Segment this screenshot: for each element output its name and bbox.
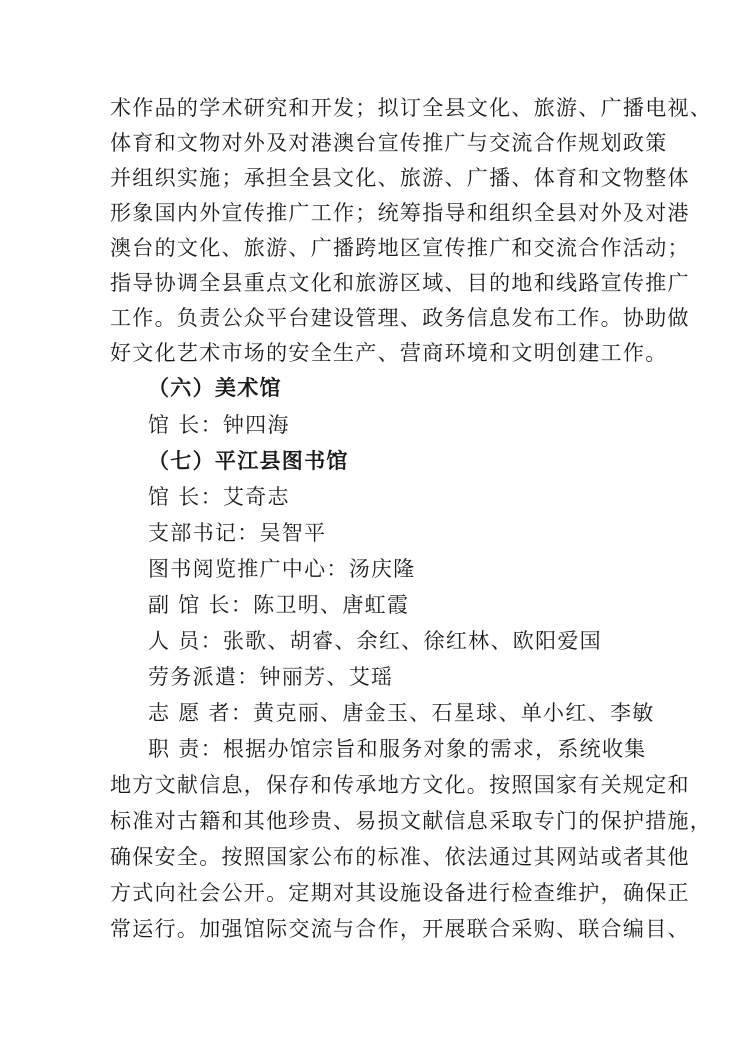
duties-line: 地方文献信息，保存和传承地方文化。按照国家有关规定和 xyxy=(110,773,690,797)
duties-line: 常运行。加强馆际交流与合作，开展联合采购、联合编目、 xyxy=(110,917,690,941)
paragraph-line: 工作。负责公众平台建设管理、政务信息发布工作。协助做 xyxy=(110,306,690,330)
staff-line: 馆 长：艾奇志 xyxy=(148,485,290,509)
paragraph-line: 形象国内外宣传推广工作；统筹指导和组织全县对外及对港 xyxy=(110,201,690,225)
staff-line: 志 愿 者：黄克丽、唐金玉、石星球、单小红、李敏 xyxy=(148,701,655,725)
staff-line: 支部书记：吴智平 xyxy=(148,521,327,545)
staff-line: 劳务派遣：钟丽芳、艾瑶 xyxy=(148,665,394,689)
duties-line: 职 责：根据办馆宗旨和服务对象的需求，系统收集 xyxy=(148,737,647,761)
duties-line: 标准对古籍和其他珍贵、易损文献信息采取专门的保护措施， xyxy=(110,809,713,833)
staff-line: 图书阅览推广中心：汤庆隆 xyxy=(148,557,416,581)
section-heading-art-museum: （六）美术馆 xyxy=(148,375,282,400)
staff-line: 副 馆 长：陈卫明、唐虹霞 xyxy=(148,593,410,617)
staff-line: 人 员：张歌、胡睿、余红、徐红林、欧阳爱国 xyxy=(148,629,602,653)
paragraph-line: 指导协调全县重点文化和旅游区域、目的地和线路宣传推广 xyxy=(110,271,690,295)
paragraph-line: 澳台的文化、旅游、广播跨地区宣传推广和交流合作活动； xyxy=(110,236,690,260)
duties-line: 确保安全。按照国家公布的标准、依法通过其网站或者其他 xyxy=(110,845,690,869)
paragraph-line: 并组织实施；承担全县文化、旅游、广播、体育和文物整体 xyxy=(110,166,690,190)
paragraph-line: 好文化艺术市场的安全生产、营商环境和文明创建工作。 xyxy=(110,341,668,365)
duties-line: 方式向社会公开。定期对其设施设备进行检查维护，确保正 xyxy=(110,881,690,905)
paragraph-line: 术作品的学术研究和开发；拟订全县文化、旅游、广播电视、 xyxy=(110,96,713,120)
paragraph-line: 体育和文物对外及对港澳台宣传推广与交流合作规划政策 xyxy=(110,131,668,155)
section-heading-library: （七）平江县图书馆 xyxy=(148,448,349,473)
curator-line: 馆 长：钟四海 xyxy=(148,413,290,437)
